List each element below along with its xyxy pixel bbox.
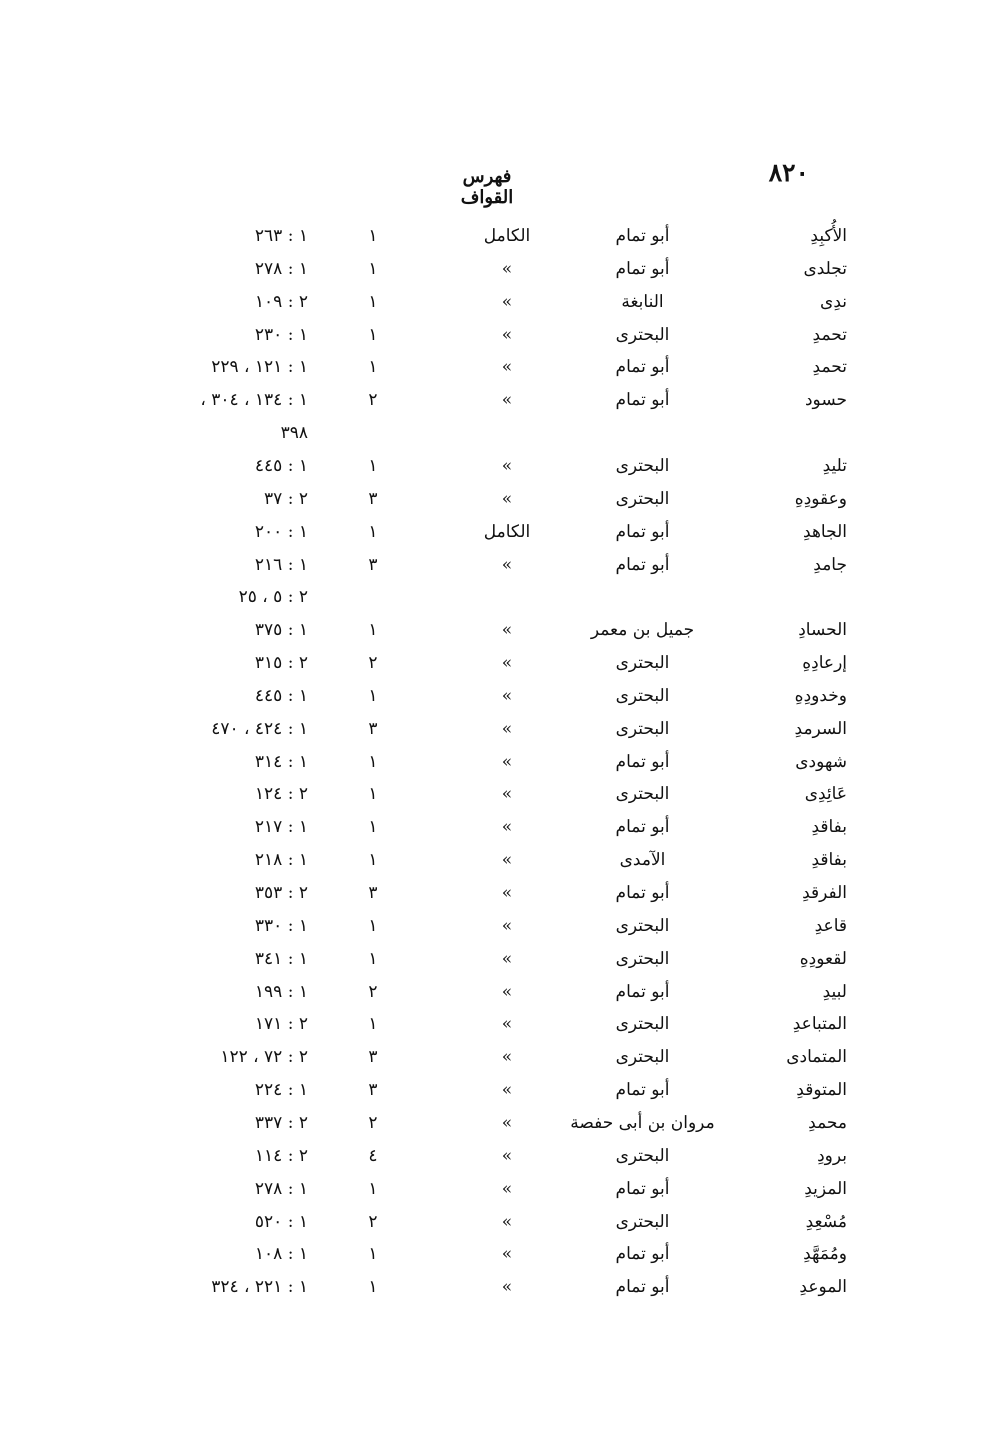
table-row [0, 1008, 1005, 1041]
poet-cell: أبو تمام [615, 226, 670, 246]
rhyme-cell: السرمدِ [794, 718, 847, 739]
meter-cell: الكامل [483, 521, 531, 542]
table-row [0, 253, 1005, 286]
rhyme-cell: محمدِ [808, 1112, 847, 1133]
meter-cell: » [501, 554, 513, 575]
page-title: فهرس القواف [460, 166, 514, 208]
meter-cell: » [501, 1211, 513, 1232]
poet-cell: البحترى [615, 685, 670, 706]
count-cell: ٣ [368, 883, 378, 903]
meter-cell: » [501, 1112, 513, 1133]
table-row [0, 647, 1005, 680]
count-cell: ١ [368, 620, 378, 641]
meter-cell: الكامل [483, 226, 531, 246]
rhyme-cell: بفاقدِ [811, 817, 847, 838]
poet-cell: البحترى [615, 653, 670, 674]
rhyme-cell: تليدِ [822, 455, 847, 476]
poet-cell: البحترى [615, 1047, 670, 1068]
meter-cell: » [501, 685, 513, 706]
poet-cell: البحترى [615, 915, 670, 936]
meter-cell: » [501, 981, 513, 1002]
table-row [0, 1271, 1005, 1304]
rhyme-cell: حسود [804, 390, 847, 411]
poet-cell: البحترى [615, 948, 670, 969]
rhyme-cell: وعقودِهِ [794, 488, 847, 509]
reference-cell: ١ : ٣٧٥ [254, 620, 308, 641]
reference-cell: ١ : ٢١٧ [254, 817, 308, 838]
count-cell: ١ [368, 226, 378, 246]
reference-cell: ١ : ٢٠٠ [254, 521, 308, 542]
count-cell: ١ [368, 817, 378, 838]
reference-cell: ١ : ٢٧٨ [254, 258, 308, 279]
reference-cell: ١ : ٢١٨ [254, 850, 308, 871]
poet-cell: النابغة [621, 291, 664, 312]
count-cell: ١ [368, 324, 378, 345]
count-cell: ١ [368, 685, 378, 706]
count-cell: ١ [368, 357, 378, 378]
reference-cell: ١ : ٢٦٣ [254, 226, 308, 246]
count-cell: ١ [368, 1244, 378, 1265]
poet-cell: أبو تمام [615, 1277, 670, 1298]
reference-cell: ١ : ٤٤٥ [254, 455, 308, 476]
meter-cell: » [501, 948, 513, 969]
reference-cell: ١ : ١٢١ ، ٢٢٩ [211, 357, 308, 378]
meter-cell: » [501, 1178, 513, 1199]
table-row [0, 384, 1005, 417]
poet-cell: أبو تمام [615, 258, 670, 279]
meter-cell: » [501, 1080, 513, 1101]
poet-cell: أبو تمام [615, 883, 670, 903]
rhyme-cell: الموعدِ [799, 1277, 847, 1298]
rhyme-cell: جامدِ [813, 554, 847, 575]
table-row [0, 1238, 1005, 1271]
meter-cell: » [501, 455, 513, 476]
rhyme-cell: المتوقدِ [796, 1080, 847, 1101]
poet-cell: أبو تمام [615, 1178, 670, 1199]
table-row [0, 713, 1005, 746]
rhyme-cell: تحمدِ [812, 357, 847, 378]
meter-cell: » [501, 324, 513, 345]
reference-cell: ٢ : ٣٧ [264, 488, 308, 509]
reference-cell: ١ : ١٠٨ [254, 1244, 308, 1265]
table-row [0, 483, 1005, 516]
count-cell: ١ [368, 915, 378, 936]
table-row [0, 1140, 1005, 1173]
meter-cell: » [501, 1047, 513, 1068]
table-row [0, 417, 1005, 450]
reference-cell: ١ : ٥٢٠ [254, 1211, 308, 1232]
count-cell: ٢ [368, 1211, 378, 1232]
poet-cell: أبو تمام [615, 521, 670, 542]
rhyme-cell: الأُكبِدِ [810, 226, 847, 246]
table-row [0, 1041, 1005, 1074]
rhyme-cell: لقعودِهِ [799, 948, 847, 969]
rhyme-cell: إرعادِهِ [802, 653, 847, 674]
poet-cell: أبو تمام [615, 390, 670, 411]
poet-cell: البحترى [615, 1014, 670, 1035]
rhyme-cell: برودِ [817, 1145, 847, 1166]
meter-cell: » [501, 1277, 513, 1298]
meter-cell: » [501, 258, 513, 279]
rhyme-cell: عَائِدِى [804, 784, 847, 805]
rhyme-cell: المتمادى [786, 1047, 847, 1068]
poet-cell: أبو تمام [615, 1080, 670, 1101]
count-cell: ٣ [368, 1047, 378, 1068]
poet-cell: أبو تمام [615, 817, 670, 838]
count-cell: ١ [368, 455, 378, 476]
reference-cell: ١ : ٤٢٤ ، ٤٧٠ [211, 718, 308, 739]
table-row [0, 778, 1005, 811]
poet-cell: أبو تمام [615, 981, 670, 1002]
count-cell: ١ [368, 1178, 378, 1199]
reference-cell: ١ : ٢٣٠ [254, 324, 308, 345]
reference-cell: ٣٩٨ [280, 423, 308, 444]
rhyme-cell: الجاهدِ [803, 521, 847, 542]
meter-cell: » [501, 488, 513, 509]
count-cell: ١ [368, 850, 378, 871]
meter-cell: » [501, 718, 513, 739]
reference-cell: ٢ : ٣٥٣ [254, 883, 308, 903]
poet-cell: جميل بن معمر [590, 620, 695, 641]
meter-cell: » [501, 1145, 513, 1166]
poet-cell: البحترى [615, 784, 670, 805]
table-row [0, 1206, 1005, 1239]
poet-cell: مروان بن أبى حفصة [570, 1112, 715, 1133]
poet-cell: البحترى [615, 488, 670, 509]
rhyme-cell: ومُمَهَّدِ [803, 1244, 847, 1265]
rhyme-cell: المتباعدِ [792, 1014, 847, 1035]
poet-cell: البحترى [615, 455, 670, 476]
rhyme-cell: لبيدِ [822, 981, 847, 1002]
meter-cell: » [501, 1244, 513, 1265]
table-row [0, 319, 1005, 352]
table-row [0, 1173, 1005, 1206]
reference-cell: ١ : ٢٢١ ، ٣٢٤ [211, 1277, 308, 1298]
poet-cell: البحترى [615, 1211, 670, 1232]
reference-cell: ٢ : ١٠٩ [254, 291, 308, 312]
reference-cell: ٢ : ١١٤ [254, 1145, 308, 1166]
table-row [0, 746, 1005, 779]
meter-cell: » [501, 883, 513, 903]
reference-cell: ٢ : ٧٢ ، ١٢٢ [220, 1047, 308, 1068]
count-cell: ١ [368, 258, 378, 279]
rhyme-cell: تحمدِ [812, 324, 847, 345]
meter-cell: » [501, 817, 513, 838]
table-row [0, 1107, 1005, 1140]
meter-cell: » [501, 653, 513, 674]
reference-cell: ١ : ٤٤٥ [254, 685, 308, 706]
reference-cell: ١ : ٣٣٠ [254, 915, 308, 936]
rhyme-cell: وخدودِهِ [794, 685, 847, 706]
reference-cell: ٢ : ١٢٤ [254, 784, 308, 805]
table-row [0, 220, 1005, 253]
table-row [0, 680, 1005, 713]
rhyme-cell: شهودى [795, 751, 847, 772]
table-row [0, 286, 1005, 319]
count-cell: ٢ [368, 1112, 378, 1133]
table-row [0, 1074, 1005, 1107]
rhyme-cell: المزيدِ [804, 1178, 847, 1199]
meter-cell: » [501, 357, 513, 378]
reference-cell: ١ : ١٩٩ [254, 981, 308, 1002]
poet-cell: البحترى [615, 324, 670, 345]
meter-cell: » [501, 784, 513, 805]
count-cell: ١ [368, 291, 378, 312]
poet-cell: البحترى [615, 1145, 670, 1166]
poet-cell: أبو تمام [615, 357, 670, 378]
poet-cell: الآمدى [619, 850, 666, 871]
table-row [0, 976, 1005, 1009]
reference-cell: ٢ : ١٧١ [254, 1014, 308, 1035]
reference-cell: ١ : ١٣٤ ، ٣٠٤ ، [200, 390, 308, 411]
count-cell: ١ [368, 521, 378, 542]
count-cell: ١ [368, 948, 378, 969]
meter-cell: » [501, 751, 513, 772]
page-number: ٨٢٠ [768, 158, 809, 187]
table-row [0, 811, 1005, 844]
reference-cell: ٢ : ٣١٥ [254, 653, 308, 674]
reference-cell: ١ : ٣٤١ [254, 948, 308, 969]
count-cell: ١ [368, 784, 378, 805]
rhyme-cell: الفرقدِ [802, 883, 847, 903]
count-cell: ١ [368, 1277, 378, 1298]
poet-cell: البحترى [615, 718, 670, 739]
meter-cell: » [501, 850, 513, 871]
poet-cell: أبو تمام [615, 554, 670, 575]
table-row [0, 450, 1005, 483]
count-cell: ١ [368, 751, 378, 772]
count-cell: ٣ [368, 554, 378, 575]
count-cell: ٢ [368, 653, 378, 674]
table-row [0, 549, 1005, 582]
reference-cell: ٢ : ٥ ، ٢٥ [238, 587, 308, 608]
rhyme-cell: تجلدى [803, 258, 847, 279]
count-cell: ٣ [368, 718, 378, 739]
count-cell: ١ [368, 1014, 378, 1035]
count-cell: ٣ [368, 1080, 378, 1101]
poet-cell: أبو تمام [615, 1244, 670, 1265]
rhyme-cell: بفاقدِ [811, 850, 847, 871]
count-cell: ٣ [368, 488, 378, 509]
reference-cell: ١ : ٢١٦ [254, 554, 308, 575]
count-cell: ٢ [368, 390, 378, 411]
count-cell: ٤ [368, 1145, 378, 1166]
table-row [0, 351, 1005, 384]
rhyme-cell: ندِى [820, 291, 847, 312]
reference-cell: ١ : ٣١٤ [254, 751, 308, 772]
table-row [0, 516, 1005, 549]
table-row [0, 844, 1005, 877]
meter-cell: » [501, 291, 513, 312]
reference-cell: ٢ : ٣٣٧ [254, 1112, 308, 1133]
meter-cell: » [501, 390, 513, 411]
rhyme-cell: قاعدِ [814, 915, 847, 936]
table-row [0, 877, 1005, 910]
meter-cell: » [501, 620, 513, 641]
meter-cell: » [501, 915, 513, 936]
table-row [0, 614, 1005, 647]
poet-cell: أبو تمام [615, 751, 670, 772]
count-cell: ٢ [368, 981, 378, 1002]
table-row [0, 581, 1005, 614]
table-row [0, 910, 1005, 943]
reference-cell: ١ : ٢٢٤ [254, 1080, 308, 1101]
meter-cell: » [501, 1014, 513, 1035]
rhyme-cell: الحسادِ [798, 620, 847, 641]
table-row [0, 943, 1005, 976]
reference-cell: ١ : ٢٧٨ [254, 1178, 308, 1199]
rhyme-cell: مُسْعِدِ [805, 1211, 847, 1232]
